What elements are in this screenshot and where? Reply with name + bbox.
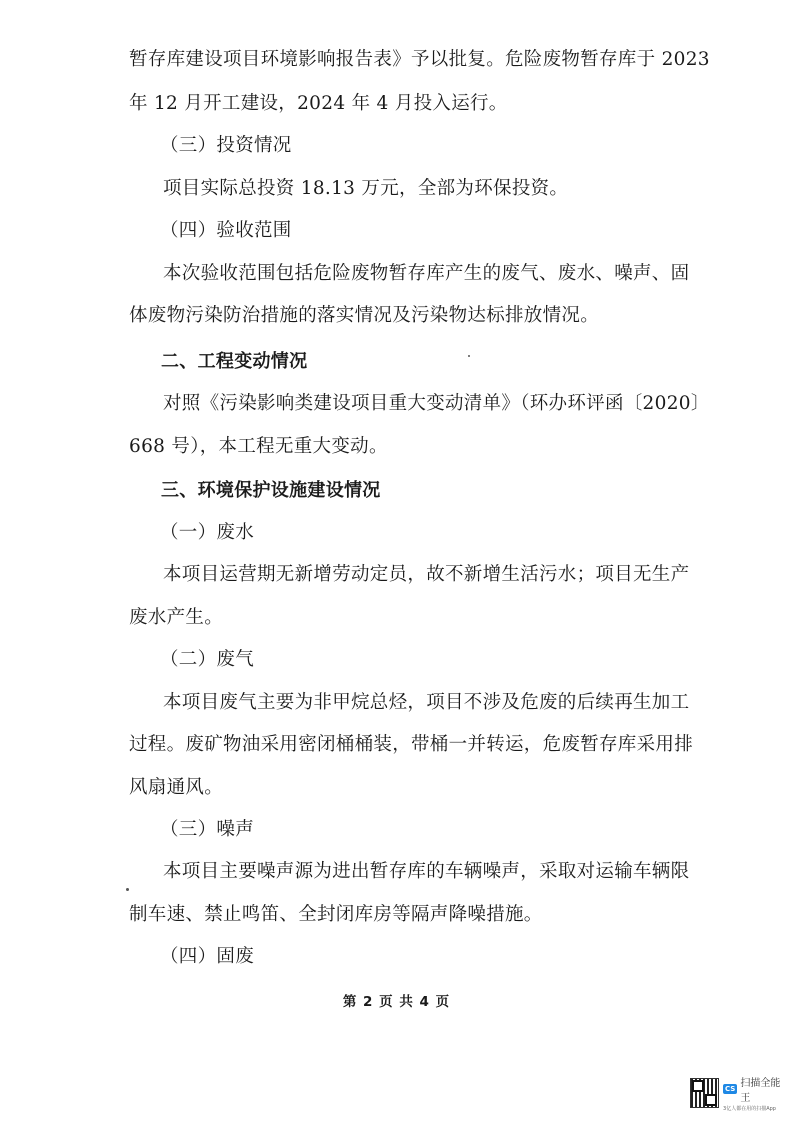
body-text-line: 风扇通风。 xyxy=(129,777,224,798)
body-text-line: 体废物污染防治措施的落实情况及污染物达标排放情况。 xyxy=(129,305,600,326)
section-subheading: （二）废气 xyxy=(160,649,255,670)
section-subheading: （三）投资情况 xyxy=(160,135,292,156)
body-text-line: 过程。废矿物油采用密闭桶桶装，带桶一并转运，危废暂存库采用排 xyxy=(129,734,694,755)
body-text-line: 本项目废气主要为非甲烷总烃，项目不涉及危废的后续再生加工 xyxy=(163,692,690,713)
body-text-line: 暂存库建设项目环境影响报告表》予以批复。危险废物暂存库于 2023 xyxy=(129,49,710,70)
body-text-line: 制车速、禁止鸣笛、全封闭库房等隔声降噪措施。 xyxy=(129,904,543,925)
section-heading: 二、工程变动情况 xyxy=(161,351,308,372)
body-text-line: 年 12 月开工建设，2024 年 4 月投入运行。 xyxy=(129,93,508,114)
section-subheading: （四）固废 xyxy=(160,946,255,967)
scanner-watermark xyxy=(690,1077,788,1112)
qr-code-icon xyxy=(690,1078,719,1108)
watermark-title: 扫描全能王 xyxy=(740,1078,781,1104)
body-text-line: 本项目主要噪声源为进出暂存库的车辆噪声，采取对运输车辆限 xyxy=(163,861,690,882)
section-subheading: （三）噪声 xyxy=(160,819,255,840)
body-text-line: 668 号），本工程无重大变动。 xyxy=(129,436,388,457)
section-subheading: （四）验收范围 xyxy=(160,220,292,241)
camscanner-logo-icon: CS xyxy=(725,1085,736,1093)
watermark-subtitle: 3亿人都在用的扫描App xyxy=(723,1106,776,1112)
body-text-line: 本项目运营期无新增劳动定员，故不新增生活污水；项目无生产 xyxy=(163,564,690,585)
body-text-line: 本次验收范围包括危险废物暂存库产生的废气、废水、噪声、固 xyxy=(163,263,690,284)
body-text-line: 项目实际总投资 18.13 万元，全部为环保投资。 xyxy=(163,178,569,199)
watermark-text xyxy=(723,1074,788,1112)
scan-speck xyxy=(468,355,470,357)
body-text-line: 废水产生。 xyxy=(129,607,224,628)
body-text-line: 对照《污染影响类建设项目重大变动清单》（环办环评函〔2020〕 xyxy=(163,393,710,414)
page-number-footer: 第 2 页 共 4 页 xyxy=(342,994,451,1010)
section-heading: 三、环境保护设施建设情况 xyxy=(161,480,381,501)
scan-speck xyxy=(126,888,129,891)
section-subheading: （一）废水 xyxy=(160,522,255,543)
